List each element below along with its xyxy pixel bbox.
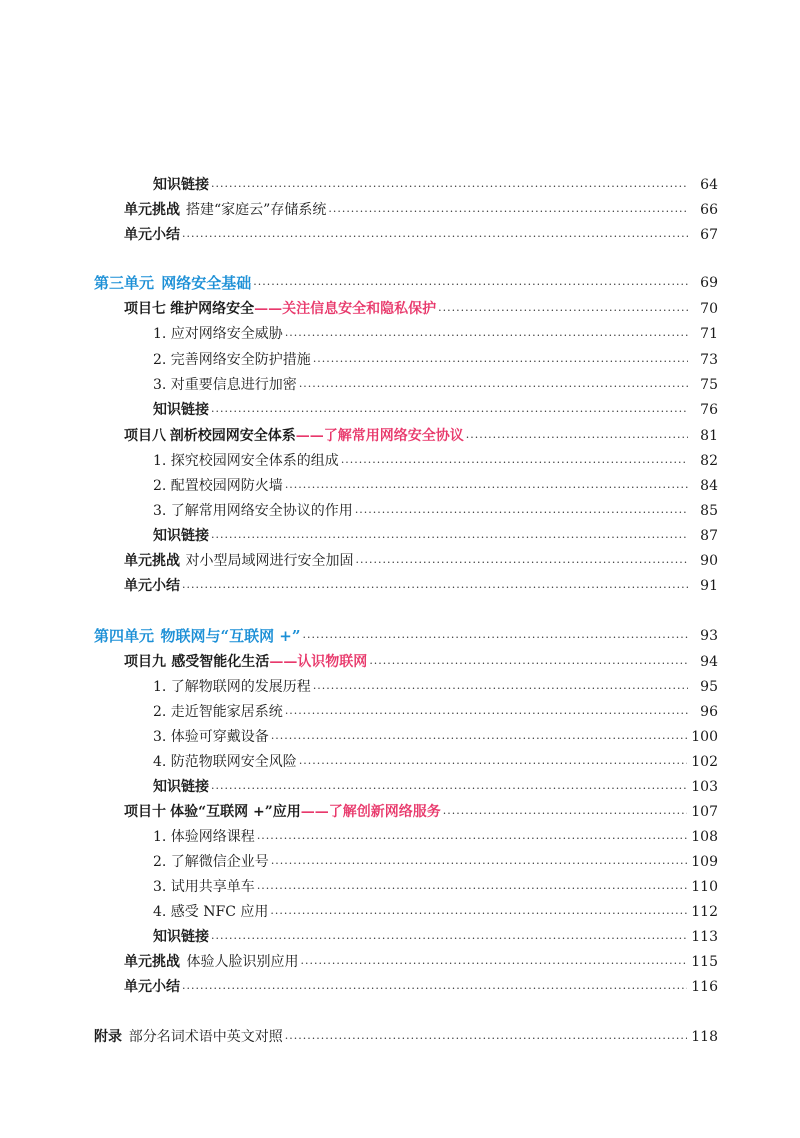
toc-entry[interactable] [153,172,718,194]
toc-page-number: 73 [700,352,718,368]
toc-entry-prefix: 项目七 [124,301,166,317]
dot-leader [369,657,688,671]
toc-page-number: 107 [691,804,718,820]
toc-entry-title: 部分名词术语中英文对照 [128,1029,283,1045]
toc-entry-subtitle: ——了解创新网络服务 [300,804,441,820]
dot-leader [300,957,687,971]
toc-page-number: 118 [691,1029,718,1045]
dot-leader [299,757,687,771]
dot-leader [211,932,687,946]
toc-entry-title: 网络安全基础 [161,274,252,292]
toc-entry[interactable] [153,874,718,896]
dot-leader [253,278,688,292]
toc-entry-title: 2. 配置校园网防火墙 [153,478,283,494]
toc-entry-title: 维护网络安全 [170,301,255,317]
toc-page-number: 95 [700,679,718,695]
toc-page-number: 102 [691,754,718,770]
toc-entry-title: 知识链接 [153,779,209,795]
dot-leader [182,581,688,595]
toc-page-number: 94 [700,654,718,670]
toc-page-number: 81 [700,428,718,444]
toc-entry-subtitle: ——关注信息安全和隐私保护 [254,301,437,317]
dot-leader [182,982,687,996]
dot-leader [313,682,688,696]
toc-page-number: 67 [700,227,718,243]
toc-entry[interactable] [153,448,718,470]
dot-leader [313,355,688,369]
dot-leader [285,481,688,495]
dot-leader [211,180,688,194]
dot-leader [328,205,688,219]
toc-entry-prefix: 单元小结 [124,578,180,594]
toc-entry[interactable] [124,423,718,445]
toc-entry-prefix: 项目十 [124,804,166,820]
toc-entry-title: 物联网与“互联网 +” [160,627,301,645]
toc-entry-title: 4. 防范物联网安全风险 [153,754,297,770]
toc-entry[interactable] [153,824,718,846]
toc-entry[interactable] [124,296,718,318]
toc-entry-title: 搭建“家庭云”存储系统 [186,202,327,218]
toc-page-number: 82 [700,453,718,469]
toc-page-number: 113 [691,929,718,945]
toc-entry[interactable] [124,197,718,219]
toc-entry[interactable] [124,573,718,595]
toc-entry-title: 2. 完善网络安全防护措施 [153,352,311,368]
toc-page-number: 93 [700,628,718,644]
toc-page-number: 96 [700,704,718,720]
toc-entry[interactable] [124,799,718,821]
dot-leader [285,329,688,343]
toc-entry-title: 体验人脸识别应用 [186,954,299,970]
dot-leader [356,556,688,570]
toc-entry[interactable] [153,498,718,520]
toc-entry-title: 3. 了解常用网络安全协议的作用 [153,503,353,519]
toc-entry-prefix: 单元挑战 [124,553,180,569]
toc-entry[interactable] [153,347,718,369]
toc-entry[interactable] [153,674,718,696]
toc-page-number: 66 [700,202,718,218]
toc-entry[interactable] [153,849,718,871]
toc-page-number: 75 [700,377,718,393]
dot-leader [271,857,687,871]
dot-leader [270,907,687,921]
toc-entry[interactable] [153,473,718,495]
toc-page-number: 110 [691,879,718,895]
toc-entry-prefix: 第三单元 [94,274,155,292]
toc-page-number: 103 [691,779,718,795]
toc-entry-title: 知识链接 [153,177,209,193]
toc-entry-title: 1. 探究校园网安全体系的组成 [153,453,339,469]
toc-page-number: 115 [691,954,718,970]
toc-entry-prefix: 单元小结 [124,979,180,995]
dot-leader [257,882,687,896]
toc-entry-title: 知识链接 [153,528,209,544]
toc-entry-prefix: 附录 [94,1029,122,1045]
toc-page-number: 87 [700,528,718,544]
toc-page-number: 84 [700,478,718,494]
dot-leader [355,506,688,520]
toc-entry-prefix: 单元挑战 [124,954,180,970]
toc-entry[interactable] [94,623,718,645]
dot-leader [341,456,688,470]
toc-entry[interactable] [153,724,718,746]
toc-entry-title: 1. 了解物联网的发展历程 [153,679,311,695]
toc-entry-title: 感受智能化生活 [171,654,270,670]
toc-entry[interactable] [124,949,718,971]
toc-entry-title: 知识链接 [153,402,209,418]
toc-entry[interactable] [153,397,718,419]
dot-leader [271,732,687,746]
dot-leader [438,304,688,318]
toc-page-number: 69 [700,275,718,291]
dot-leader [211,782,687,796]
toc-entry[interactable] [94,270,718,292]
toc-entry-title: 1. 应对网络安全威胁 [153,326,283,342]
toc-entry[interactable] [153,372,718,394]
toc-entry-prefix: 单元挑战 [124,202,180,218]
dot-leader [211,531,688,545]
toc-entry-title: 4. 感受 NFC 应用 [153,904,269,920]
toc-entry-prefix: 项目九 [124,654,166,670]
toc-entry-title: 体验“互联网 +”应用 [170,804,301,820]
toc-entry[interactable] [124,222,718,244]
toc-entry-title: 3. 体验可穿戴设备 [153,729,269,745]
toc-entry-title: 1. 体验网络课程 [153,829,255,845]
toc-entry[interactable] [153,774,718,796]
toc-entry-prefix: 项目八 [124,428,166,444]
toc-entry-subtitle: ——了解常用网络安全协议 [295,428,464,444]
toc-page-number: 91 [700,578,718,594]
toc-page-number: 64 [700,177,718,193]
toc-entry-subtitle: ——认识物联网 [269,654,368,670]
toc-page-number: 76 [700,402,718,418]
toc-entry[interactable] [124,649,718,671]
toc-entry[interactable] [153,899,718,921]
toc-entry[interactable] [153,523,718,545]
toc-page-number: 70 [700,301,718,317]
toc-entry[interactable] [153,924,718,946]
toc-page-number: 90 [700,553,718,569]
toc-entry[interactable] [153,699,718,721]
toc-entry-title: 剖析校园网安全体系 [169,428,296,444]
toc-entry-title: 2. 走近智能家居系统 [153,704,283,720]
toc-page-number: 108 [691,829,718,845]
toc-entry[interactable] [124,548,718,570]
dot-leader [285,707,688,721]
toc-entry[interactable] [124,974,718,996]
toc-entry-title: 3. 对重要信息进行加密 [153,377,297,393]
toc-entry-prefix: 第四单元 [94,627,155,645]
toc-entry-title: 2. 了解微信企业号 [153,854,269,870]
dot-leader [211,405,688,419]
toc-page-number: 109 [691,854,718,870]
dot-leader [182,230,688,244]
dot-leader [285,1032,688,1046]
toc-entry-title: 对小型局域网进行安全加固 [185,553,354,569]
toc-entry-prefix: 单元小结 [124,227,180,243]
toc-entry[interactable] [94,1024,718,1046]
toc-page-number: 85 [700,503,718,519]
toc-entry[interactable] [153,321,718,343]
dot-leader [466,431,688,445]
dot-leader [257,832,687,846]
dot-leader [443,807,687,821]
toc-entry-title: 知识链接 [153,929,209,945]
dot-leader [299,380,688,394]
toc-page-number: 100 [691,729,718,745]
dot-leader [303,631,688,645]
toc-page-number: 71 [700,326,718,342]
toc-entry[interactable] [153,749,718,771]
toc-entry-title: 3. 试用共享单车 [153,879,255,895]
toc-page-number: 116 [691,979,718,995]
toc-page-number: 112 [691,904,718,920]
